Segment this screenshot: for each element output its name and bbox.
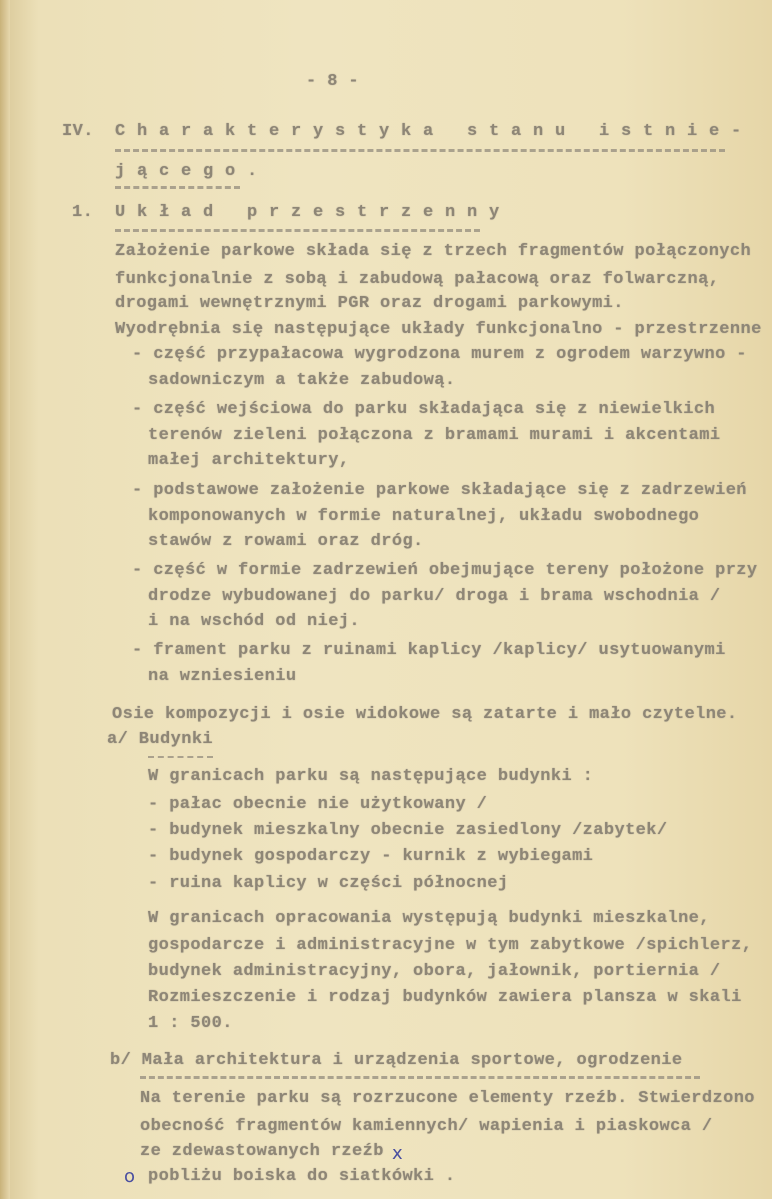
- text-line: Na terenie parku są rozrzucone elementy rzeźb. Stwierdzono: [140, 1089, 755, 1108]
- text-line: Rozmieszczenie i rodzaj budynków zawiera plansza w skali: [148, 988, 742, 1007]
- text-line: funkcjonalnie z sobą i zabudową pałacową oraz folwarczną,: [115, 270, 720, 289]
- text-line: na wzniesieniu: [148, 667, 297, 686]
- text-line: drodze wybudowanej do parku/ droga i brama wschodnia /: [148, 587, 721, 606]
- section-number: 1.: [72, 203, 94, 222]
- text-line: sadowniczym a także zabudową.: [148, 371, 456, 390]
- text-line: budynek administracyjny, obora, jałownik, portiernia /: [148, 962, 721, 981]
- budynki-underline: [148, 756, 213, 758]
- text-line: Wyodrębnia się następujące układy funkcjonalno - przestrzenne: [115, 320, 762, 339]
- text-line: Osie kompozycji i osie widokowe są zatarte i mało czytelne.: [112, 705, 738, 724]
- text-line: - podstawowe założenie parkowe składające się z zadrzewień: [132, 481, 747, 500]
- subsection-b-underline: [140, 1076, 700, 1079]
- text-line: b/ Mała architektura i urządzenia sportowe, ogrodzenie: [110, 1051, 683, 1070]
- heading-underline: [115, 186, 240, 189]
- text-line: - budynek gospodarczy - kurnik z wybiegami: [148, 847, 594, 866]
- text-line: - frament parku z ruinami kaplicy /kaplicy/ usytuowanymi: [132, 641, 726, 660]
- page-number: - 8 -: [306, 72, 360, 91]
- heading-line-2: jącego.: [115, 162, 270, 181]
- text-line: 1 : 500.: [148, 1014, 233, 1033]
- text-line: stawów z rowami oraz dróg.: [148, 532, 424, 551]
- page-edge: [0, 0, 10, 1199]
- handwritten-x-mark: x: [392, 1143, 403, 1164]
- text-line: - część w formie zadrzewień obejmujące tereny położone przy: [132, 561, 758, 580]
- section-title-underline: [115, 229, 480, 232]
- heading-number: IV.: [62, 122, 94, 141]
- text-line: W granicach opracowania występują budynki mieszkalne,: [148, 909, 710, 928]
- text-line: - część wejściowa do parku składająca się z niewielkich: [132, 400, 716, 419]
- heading-underline: [115, 149, 725, 152]
- text-line: gospodarcze i administracyjne w tym zabytkowe /spichlerz,: [148, 936, 753, 955]
- text-line: i na wschód od niej.: [148, 612, 361, 631]
- text-line: W granicach parku są następujące budynki :: [148, 767, 594, 786]
- text-line: komponowanych w formie naturalnej, układu swobodnego: [148, 507, 700, 526]
- handwritten-o-mark: o: [124, 1166, 136, 1187]
- heading-line-1: Charakterystyka stanu istnie-: [115, 122, 754, 141]
- text-line: - pałac obecnie nie użytkowany /: [148, 795, 488, 814]
- section-title: Układ przestrzenny: [115, 203, 512, 222]
- text-line: drogami wewnętrznymi PGR oraz drogami parkowymi.: [115, 294, 624, 313]
- text-line: pobliżu boiska do siatkówki .: [148, 1167, 456, 1186]
- text-line: - część przypałacowa wygrodzona murem z ogrodem warzywno -: [132, 345, 747, 364]
- text-line: - ruina kaplicy w części północnej: [148, 874, 509, 893]
- text-line: małej architektury,: [148, 451, 350, 470]
- text-line: ze zdewastowanych rzeźb: [140, 1142, 384, 1161]
- text-line: Założenie parkowe składa się z trzech fragmentów połączonych: [115, 242, 752, 261]
- text-line: a/ Budynki: [107, 730, 214, 749]
- text-line: - budynek mieszkalny obecnie zasiedlony /zabytek/: [148, 821, 668, 840]
- text-line: terenów zieleni połączona z bramami murami i akcentami: [148, 426, 721, 445]
- text-line: obecność fragmentów kamiennych/ wapienia i piaskowca /: [140, 1117, 713, 1136]
